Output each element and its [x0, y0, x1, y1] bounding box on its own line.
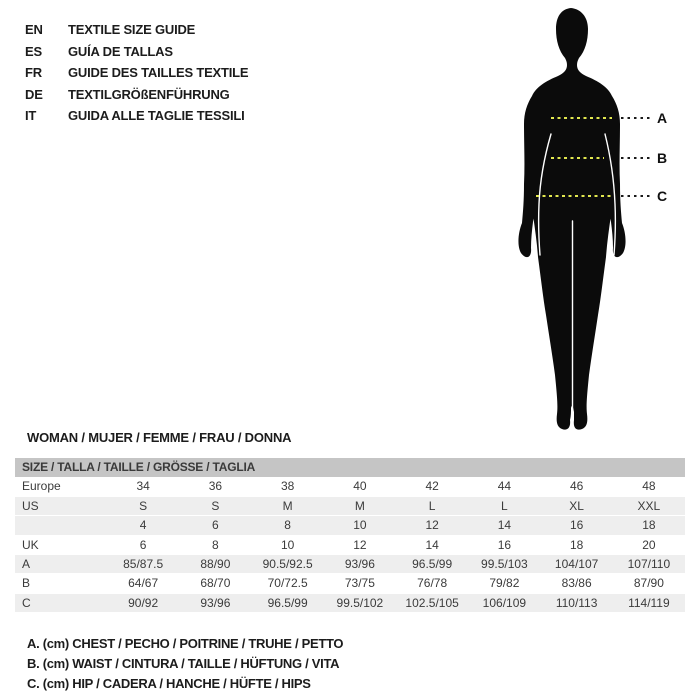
- cell: 110/113: [555, 595, 598, 610]
- table-row-europe: [15, 477, 685, 496]
- table-row-waist-b: [15, 574, 685, 593]
- hip-dotted-line-leader: [621, 195, 652, 197]
- cell: 46: [569, 479, 584, 494]
- row-label: Europe: [22, 479, 61, 494]
- lang-label: TEXTILE SIZE GUIDE: [68, 22, 196, 37]
- table-row-hip-c: [15, 594, 685, 613]
- cell: 68/70: [200, 576, 231, 591]
- cell: XL: [569, 498, 584, 513]
- waist-dotted-line-leader: [621, 157, 652, 159]
- waist-dotted-line-on-body: [551, 157, 604, 159]
- cell: L: [501, 498, 508, 513]
- cell: 36: [208, 479, 223, 494]
- cell: 38: [280, 479, 295, 494]
- cell: 90.5/92.5: [262, 556, 313, 571]
- cell: 42: [425, 479, 439, 494]
- size-table: [15, 458, 685, 613]
- cell: 99.5/103: [481, 556, 528, 571]
- cell: 12: [353, 537, 367, 552]
- cell: 90/92: [128, 595, 159, 610]
- lang-label: TEXTILGRÖßENFÜHRUNG: [68, 86, 230, 102]
- cell: 6: [139, 537, 147, 552]
- cell: 114/119: [628, 595, 670, 610]
- lang-code: EN: [25, 22, 43, 37]
- marker-label-b: B: [657, 150, 668, 166]
- marker-label-c: C: [657, 188, 668, 204]
- legend-chest: A. (cm) CHEST / PECHO / POITRINE / TRUHE / PETTO: [27, 636, 344, 651]
- cell: 16: [569, 518, 584, 533]
- cell: 73/75: [344, 576, 375, 591]
- hip-dotted-line-on-body: [536, 195, 614, 197]
- cell: 88/90: [200, 556, 231, 571]
- cell: 76/78: [417, 576, 448, 591]
- cell: 96.5/99: [412, 556, 453, 571]
- cell: 87/90: [633, 576, 664, 591]
- lang-label: GUIDA ALLE TAGLIE TESSILI: [68, 108, 245, 123]
- cell: 93/96: [344, 556, 375, 571]
- lang-code: IT: [25, 108, 37, 123]
- cell: 8: [284, 518, 291, 533]
- lang-code: ES: [25, 43, 42, 59]
- cell: 83/86: [561, 576, 592, 591]
- cell: 102.5/105: [405, 595, 459, 610]
- cell: 48: [642, 479, 656, 494]
- row-label: UK: [22, 537, 39, 552]
- cell: 34: [136, 479, 150, 494]
- legend-hip: C. (cm) HIP / CADERA / HANCHE / HÜFTE / HIPS: [27, 676, 311, 691]
- cell: 64/67: [128, 576, 159, 591]
- lang-code: FR: [25, 65, 42, 80]
- table-row-uk: [15, 536, 685, 555]
- cell: S: [139, 498, 148, 513]
- row-label: US: [22, 498, 39, 513]
- woman-silhouette: [515, 8, 635, 432]
- cell: M: [282, 498, 293, 513]
- cell: 79/82: [489, 576, 520, 591]
- cell: 40: [353, 479, 367, 494]
- measurement-legend: [27, 634, 343, 694]
- row-label: A: [22, 556, 31, 571]
- row-label: B: [22, 576, 31, 591]
- cell: 18: [569, 537, 584, 552]
- cell: XXL: [637, 498, 661, 513]
- cell: M: [354, 498, 365, 513]
- lang-label: GUIDE DES TAILLES TEXTILE: [68, 65, 249, 80]
- cell: 8: [212, 537, 219, 552]
- cell: 14: [425, 537, 439, 552]
- cell: 44: [497, 479, 512, 494]
- cell: 96.5/99: [267, 595, 308, 610]
- cell: 99.5/102: [336, 595, 384, 610]
- audience-line: WOMAN / MUJER / FEMME / FRAU / DONNA: [27, 430, 292, 445]
- cell: 6: [212, 518, 219, 533]
- lang-label: GUÍA DE TALLAS: [68, 43, 173, 59]
- cell: 20: [642, 537, 656, 552]
- cell: 14: [497, 518, 512, 533]
- table-row-us: [15, 497, 685, 516]
- cell: 12: [425, 518, 439, 533]
- chest-dotted-line-leader: [621, 117, 652, 119]
- cell: 4: [139, 518, 147, 533]
- cell: 16: [497, 537, 512, 552]
- cell: 10: [280, 537, 295, 552]
- cell: 93/96: [200, 595, 231, 610]
- marker-label-a: A: [657, 110, 668, 126]
- cell: 107/110: [627, 556, 671, 571]
- table-row-chest-a: [15, 555, 685, 574]
- size-table-header: SIZE / TALLA / TAILLE / GRÖSSE / TAGLIA: [15, 458, 685, 477]
- cell: 104/107: [554, 556, 599, 571]
- row-label: [15, 516, 107, 534]
- cell: 70/72.5: [267, 576, 308, 591]
- cell: 106/109: [482, 595, 527, 610]
- cell: 85/87.5: [123, 556, 164, 571]
- lang-code: DE: [25, 86, 43, 102]
- cell: L: [428, 498, 436, 513]
- legend-waist: B. (cm) WAIST / CINTURA / TAILLE / HÜFTUNG / VITA: [27, 656, 340, 671]
- cell: 18: [642, 518, 656, 533]
- cell: 10: [353, 518, 367, 533]
- row-label: C: [22, 595, 31, 610]
- table-row-us-numeric: [15, 516, 685, 535]
- chest-dotted-line-on-body: [551, 117, 612, 119]
- cell: S: [211, 498, 220, 513]
